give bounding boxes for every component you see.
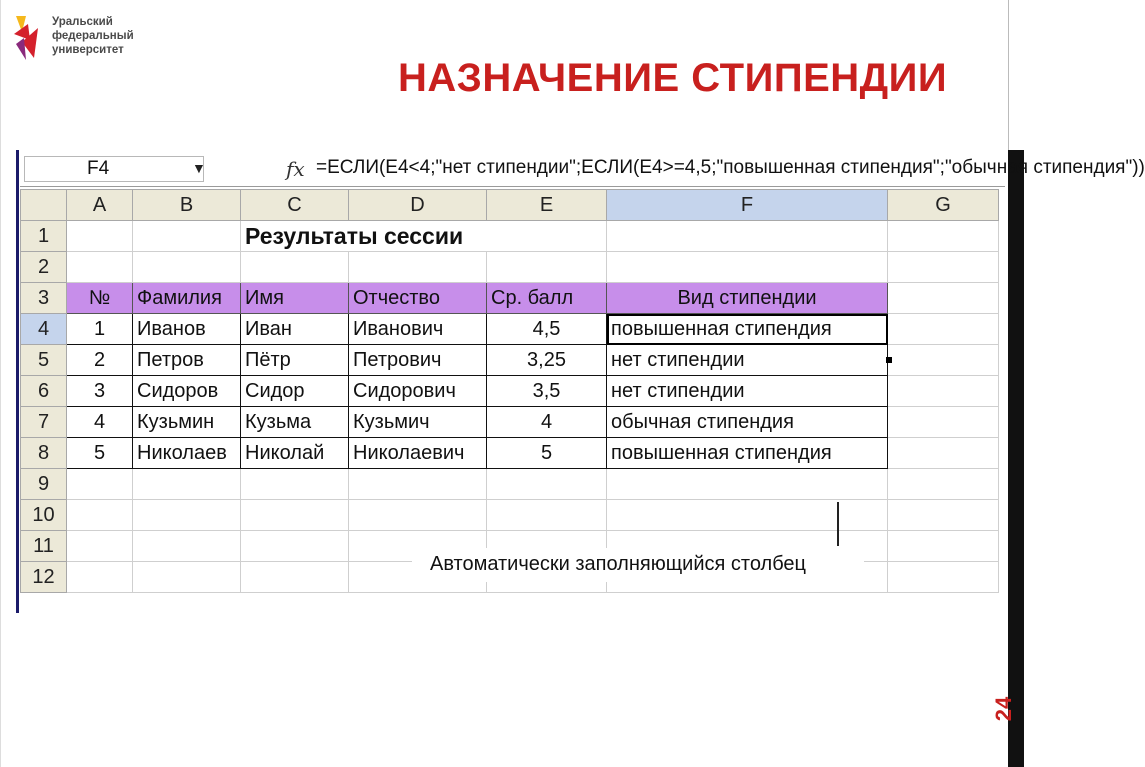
- table-cell[interactable]: Николаевич: [349, 438, 487, 469]
- column-header[interactable]: C: [241, 190, 349, 221]
- table-cell[interactable]: 3,25: [487, 345, 607, 376]
- cell[interactable]: [67, 469, 133, 500]
- spreadsheet-screenshot: [16, 150, 1145, 613]
- name-box[interactable]: F4: [24, 156, 204, 182]
- cell[interactable]: [133, 562, 241, 593]
- cell[interactable]: [133, 221, 241, 252]
- table-cell[interactable]: 3,5: [487, 376, 607, 407]
- cell[interactable]: [133, 252, 241, 283]
- cell[interactable]: [349, 252, 487, 283]
- cell[interactable]: [888, 469, 999, 500]
- cell[interactable]: [607, 469, 888, 500]
- table-cell[interactable]: 1: [67, 314, 133, 345]
- annotation-text: Автоматически заполняющийся столбец: [430, 553, 807, 575]
- logo-line-1: Уральский: [52, 16, 113, 28]
- cell[interactable]: [133, 500, 241, 531]
- row-header[interactable]: 6: [21, 376, 67, 407]
- table-cell[interactable]: 3: [67, 376, 133, 407]
- formula-bar: [20, 152, 1145, 187]
- table-cell[interactable]: 4,5: [487, 314, 607, 345]
- chevron-down-icon[interactable]: ▼: [192, 160, 206, 176]
- table-header-cell[interactable]: Имя: [241, 283, 349, 314]
- cell[interactable]: [888, 500, 999, 531]
- table-cell[interactable]: 5: [67, 438, 133, 469]
- university-logo: [10, 12, 150, 64]
- logo-line-3: университет: [52, 44, 124, 56]
- fill-handle[interactable]: [886, 357, 892, 363]
- table-cell[interactable]: 5: [487, 438, 607, 469]
- cell[interactable]: [67, 531, 133, 562]
- select-all-corner[interactable]: [21, 190, 67, 221]
- table-cell[interactable]: обычная стипендия: [607, 407, 888, 438]
- table-cell[interactable]: Николаев: [133, 438, 241, 469]
- table-header-cell[interactable]: Фамилия: [133, 283, 241, 314]
- row-header[interactable]: 10: [21, 500, 67, 531]
- table-cell[interactable]: Пётр: [241, 345, 349, 376]
- table-cell[interactable]: Иван: [241, 314, 349, 345]
- table-cell[interactable]: Сидорович: [349, 376, 487, 407]
- cell[interactable]: [67, 252, 133, 283]
- page-number: 24: [991, 696, 1016, 722]
- cell[interactable]: [888, 438, 999, 469]
- row-header[interactable]: 3: [21, 283, 67, 314]
- cell[interactable]: [67, 221, 133, 252]
- cell[interactable]: [349, 500, 487, 531]
- cell[interactable]: [487, 500, 607, 531]
- table-cell[interactable]: 4: [67, 407, 133, 438]
- table-cell[interactable]: Николай: [241, 438, 349, 469]
- annotation-pointer-line: [837, 502, 839, 546]
- urfu-logo-icon: [12, 14, 44, 62]
- row-header[interactable]: 7: [21, 407, 67, 438]
- table-cell[interactable]: 2: [67, 345, 133, 376]
- table-cell[interactable]: Петров: [133, 345, 241, 376]
- row-header[interactable]: 2: [21, 252, 67, 283]
- column-header-selected[interactable]: F: [607, 190, 888, 221]
- cell[interactable]: [487, 469, 607, 500]
- table-header-cell[interactable]: Ср. балл: [487, 283, 607, 314]
- sheet-title-cell[interactable]: Результаты сессии: [241, 221, 607, 252]
- cell[interactable]: [888, 252, 999, 283]
- cell[interactable]: [241, 531, 349, 562]
- cell[interactable]: [67, 562, 133, 593]
- table-cell[interactable]: Кузьмин: [133, 407, 241, 438]
- cell[interactable]: [888, 314, 999, 345]
- table-cell[interactable]: Петрович: [349, 345, 487, 376]
- slide-frame-left: [0, 0, 1, 767]
- function-icon[interactable]: fx: [286, 157, 305, 181]
- table-header-cell[interactable]: №: [67, 283, 133, 314]
- table-cell[interactable]: Иванов: [133, 314, 241, 345]
- slide-title: НАЗНАЧЕНИЕ СТИПЕНДИИ: [398, 56, 948, 100]
- table-cell[interactable]: нет стипендии: [607, 376, 888, 407]
- sheet-frame-edge: [16, 150, 19, 613]
- cell[interactable]: [888, 407, 999, 438]
- formula-input[interactable]: =ЕСЛИ(E4<4;"нет стипендии";ЕСЛИ(E4>=4,5;"повышенная стипендия";"обычная стипендия")): [316, 157, 1145, 178]
- row-header[interactable]: 1: [21, 221, 67, 252]
- column-header[interactable]: E: [487, 190, 607, 221]
- cell[interactable]: [349, 469, 487, 500]
- table-cell[interactable]: Кузьмич: [349, 407, 487, 438]
- active-cell[interactable]: повышенная стипендия: [607, 314, 888, 345]
- table-cell[interactable]: нет стипендии: [607, 345, 888, 376]
- table-cell[interactable]: Кузьма: [241, 407, 349, 438]
- cell[interactable]: [133, 531, 241, 562]
- row-header[interactable]: 8: [21, 438, 67, 469]
- column-header[interactable]: B: [133, 190, 241, 221]
- row-header[interactable]: 12: [21, 562, 67, 593]
- row-header-selected[interactable]: 4: [21, 314, 67, 345]
- table-cell[interactable]: Сидоров: [133, 376, 241, 407]
- column-header[interactable]: A: [67, 190, 133, 221]
- slide-side-bar: [1008, 150, 1024, 767]
- table-cell[interactable]: повышенная стипендия: [607, 438, 888, 469]
- cell[interactable]: [241, 252, 349, 283]
- cell[interactable]: [607, 500, 888, 531]
- cell[interactable]: [133, 469, 241, 500]
- table-cell[interactable]: 4: [487, 407, 607, 438]
- cell[interactable]: [607, 221, 888, 252]
- row-header[interactable]: 9: [21, 469, 67, 500]
- logo-line-2: федеральный: [52, 30, 134, 42]
- cell[interactable]: [241, 562, 349, 593]
- cell[interactable]: [888, 221, 999, 252]
- cell[interactable]: [241, 500, 349, 531]
- slide-side-bar-top: [1008, 0, 1024, 150]
- table-cell[interactable]: Сидор: [241, 376, 349, 407]
- cell[interactable]: [888, 345, 999, 376]
- cell-grid: [20, 189, 999, 593]
- cell[interactable]: [888, 562, 999, 593]
- cell[interactable]: [888, 531, 999, 562]
- cell[interactable]: [607, 252, 888, 283]
- row-header[interactable]: 5: [21, 345, 67, 376]
- table-header-cell[interactable]: Отчество: [349, 283, 487, 314]
- column-header[interactable]: G: [888, 190, 999, 221]
- table-header-cell[interactable]: Вид стипендии: [607, 283, 888, 314]
- column-header[interactable]: D: [349, 190, 487, 221]
- cell[interactable]: [241, 469, 349, 500]
- row-header[interactable]: 11: [21, 531, 67, 562]
- cell[interactable]: [888, 376, 999, 407]
- table-cell[interactable]: Иванович: [349, 314, 487, 345]
- cell[interactable]: [888, 283, 999, 314]
- cell[interactable]: [487, 252, 607, 283]
- cell[interactable]: [67, 500, 133, 531]
